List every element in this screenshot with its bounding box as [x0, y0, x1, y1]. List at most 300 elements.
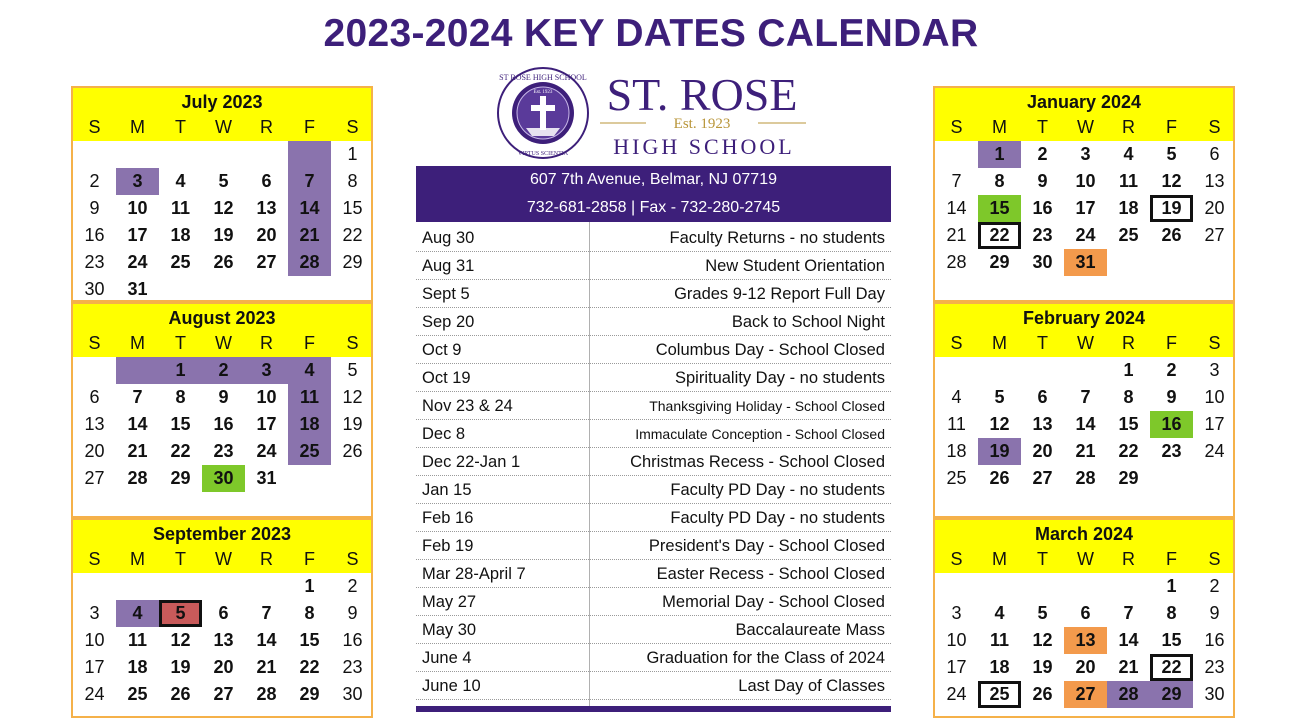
calendar-day: 7	[132, 387, 143, 407]
calendar-day	[159, 141, 202, 168]
calendar-day: 27	[84, 468, 105, 488]
weekday-header: R	[260, 117, 273, 137]
calendar-day: 7	[261, 603, 272, 623]
key-date: Feb 19	[422, 537, 474, 555]
calendar-day: 12	[342, 387, 363, 407]
calendar-day: 13	[1204, 171, 1225, 191]
calendar-day: 6	[261, 171, 272, 191]
key-date: Jan 15	[422, 481, 472, 499]
calendar-day: 10	[1075, 171, 1096, 191]
weekday-header: S	[346, 333, 359, 353]
calendar-day: 22	[1150, 654, 1193, 681]
key-date-row	[416, 476, 891, 504]
calendar-day: 15	[342, 198, 363, 218]
month-title: March 2024	[935, 520, 1233, 546]
weekday-header: W	[1077, 549, 1094, 569]
calendar-day: 26	[989, 468, 1010, 488]
weekday-header: S	[950, 117, 963, 137]
month-day-grid	[935, 141, 1233, 276]
calendar-day	[159, 276, 202, 303]
key-date: Oct 9	[422, 341, 462, 359]
calendar-day: 29	[170, 468, 191, 488]
calendar-day: 3	[951, 603, 962, 623]
calendar-day: 10	[127, 198, 148, 218]
key-date-row	[416, 224, 891, 252]
calendar-day: 19	[213, 225, 234, 245]
page-title: 2023-2024 KEY DATES CALENDAR	[323, 12, 979, 55]
calendar-day	[978, 573, 1021, 600]
calendar-day: 23	[1204, 657, 1225, 677]
calendar-day: 22	[978, 222, 1021, 249]
calendar-day: 29	[1150, 681, 1193, 708]
calendar-day	[288, 141, 331, 168]
calendar-day: 15	[299, 630, 320, 650]
weekday-header: T	[1037, 333, 1048, 353]
key-date: Sep 20	[422, 313, 475, 331]
calendar-day	[73, 573, 116, 600]
calendar-day: 2	[347, 576, 358, 596]
calendar-day: 16	[342, 630, 363, 650]
calendar-day: 8	[994, 171, 1005, 191]
calendar-day: 7	[1123, 603, 1134, 623]
calendar-day: 29	[342, 252, 363, 272]
calendar-day: 17	[946, 657, 967, 677]
weekday-header: R	[260, 549, 273, 569]
key-date-row	[416, 616, 891, 644]
month-title: August 2023	[73, 304, 371, 330]
calendar-day: 14	[1075, 414, 1096, 434]
key-date-event: Grades 9-12 Report Full Day	[674, 285, 885, 303]
key-date-event: Immaculate Conception - School Closed	[635, 426, 885, 442]
calendar-day: 21	[288, 222, 331, 249]
calendar-day	[245, 276, 288, 303]
calendar-day: 24	[1075, 225, 1096, 245]
calendar-day: 11	[1118, 171, 1139, 191]
calendar-day	[288, 465, 331, 492]
key-date-row	[416, 420, 891, 448]
key-date-row	[416, 588, 891, 616]
calendar-day: 1	[347, 144, 358, 164]
calendar-day: 11	[127, 630, 148, 650]
calendar-day: 8	[175, 387, 186, 407]
month-calendar-january-2024	[933, 86, 1235, 302]
calendar-day: 22	[299, 657, 320, 677]
key-date-row	[416, 308, 891, 336]
weekday-header-row	[73, 114, 371, 141]
key-date-row	[416, 672, 891, 700]
calendar-day: 26	[213, 252, 234, 272]
key-date-event: Christmas Recess - School Closed	[630, 453, 885, 471]
key-date-event: Last Day of Classes	[738, 677, 885, 695]
calendar-day: 19	[978, 438, 1021, 465]
calendar-day: 20	[84, 441, 105, 461]
calendar-day: 5	[1037, 603, 1048, 623]
calendar-day: 9	[1209, 603, 1220, 623]
calendar-day: 23	[1032, 225, 1053, 245]
school-name: ST. ROSE	[606, 69, 798, 120]
calendar-day: 21	[1075, 441, 1096, 461]
month-title: February 2024	[935, 304, 1233, 330]
key-date-row	[416, 560, 891, 588]
key-date-row	[416, 644, 891, 672]
month-day-grid	[935, 573, 1233, 708]
weekday-header: S	[1208, 117, 1221, 137]
month-calendar-march-2024	[933, 518, 1235, 718]
month-calendar-august-2023	[71, 302, 373, 518]
weekday-header: F	[1166, 117, 1177, 137]
calendar-day	[116, 141, 159, 168]
key-date: May 27	[422, 593, 477, 611]
calendar-day	[1021, 573, 1064, 600]
calendar-day: 22	[342, 225, 363, 245]
calendar-day	[1064, 357, 1107, 384]
calendar-day: 17	[1204, 414, 1225, 434]
calendar-day: 20	[1032, 441, 1053, 461]
calendar-day: 23	[1161, 441, 1182, 461]
calendar-day: 3	[1209, 360, 1220, 380]
calendar-day: 5	[159, 600, 202, 627]
calendar-day: 18	[1118, 198, 1139, 218]
calendar-day: 5	[1166, 144, 1177, 164]
school-est: Est. 1923	[673, 116, 731, 132]
weekday-header: F	[1166, 549, 1177, 569]
school-logo	[496, 66, 812, 164]
calendar-day: 9	[218, 387, 229, 407]
calendar-day: 14	[256, 630, 277, 650]
key-date: June 10	[422, 677, 481, 695]
key-date-row	[416, 252, 891, 280]
calendar-day: 22	[1118, 441, 1139, 461]
calendar-day: 26	[1161, 225, 1182, 245]
key-date: Dec 8	[422, 425, 466, 443]
calendar-day	[935, 357, 978, 384]
calendar-day: 26	[170, 684, 191, 704]
weekday-header: W	[215, 333, 232, 353]
calendar-day: 4	[951, 387, 962, 407]
weekday-header: F	[304, 333, 315, 353]
calendar-day: 12	[170, 630, 191, 650]
month-day-grid	[73, 573, 371, 708]
calendar-day: 12	[1161, 171, 1182, 191]
calendar-day: 30	[1032, 252, 1053, 272]
weekday-header: T	[175, 117, 186, 137]
calendar-day: 8	[347, 171, 358, 191]
calendar-day: 14	[127, 414, 148, 434]
calendar-day: 27	[1032, 468, 1053, 488]
calendar-day: 21	[946, 225, 967, 245]
calendar-day: 24	[256, 441, 277, 461]
bottom-bar	[416, 706, 891, 712]
calendar-day: 21	[1118, 657, 1139, 677]
calendar-day: 16	[1204, 630, 1225, 650]
calendar-day: 26	[342, 441, 363, 461]
calendar-day: 23	[213, 441, 234, 461]
calendar-day: 19	[1150, 195, 1193, 222]
calendar-day: 27	[1064, 681, 1107, 708]
calendar-day: 9	[1166, 387, 1177, 407]
month-calendar-september-2023	[71, 518, 373, 718]
calendar-day: 12	[213, 198, 234, 218]
key-date: June 4	[422, 649, 472, 667]
key-date: Oct 19	[422, 369, 471, 387]
calendar-day: 25	[946, 468, 967, 488]
weekday-header: W	[1077, 333, 1094, 353]
calendar-day	[116, 357, 159, 384]
key-date-event: Easter Recess - School Closed	[656, 565, 885, 583]
calendar-day: 9	[347, 603, 358, 623]
weekday-header: F	[1166, 333, 1177, 353]
month-title: July 2023	[73, 88, 371, 114]
calendar-day: 27	[1204, 225, 1225, 245]
calendar-day: 13	[213, 630, 234, 650]
calendar-day: 5	[218, 171, 229, 191]
key-date-event: Back to School Night	[731, 313, 885, 331]
weekday-header: T	[1037, 549, 1048, 569]
calendar-day: 4	[175, 171, 186, 191]
calendar-day: 11	[288, 384, 331, 411]
weekday-header: F	[304, 117, 315, 137]
weekday-header-row	[935, 330, 1233, 357]
calendar-day: 24	[127, 252, 148, 272]
calendar-day: 13	[1032, 414, 1053, 434]
calendar-day: 21	[127, 441, 148, 461]
weekday-header: R	[260, 333, 273, 353]
weekday-header: M	[130, 117, 145, 137]
key-date-event: Spirituality Day - no students	[674, 369, 885, 387]
calendar-day: 6	[1037, 387, 1048, 407]
calendar-day: 3	[116, 168, 159, 195]
key-date-row	[416, 280, 891, 308]
calendar-day: 28	[127, 468, 148, 488]
weekday-header: W	[215, 549, 232, 569]
calendar-day: 11	[170, 198, 191, 218]
calendar-day: 1	[1166, 576, 1177, 596]
calendar-day: 29	[1118, 468, 1139, 488]
calendar-day: 7	[951, 171, 962, 191]
calendar-day: 30	[1204, 684, 1225, 704]
key-date: Feb 16	[422, 509, 474, 527]
calendar-day	[1193, 465, 1236, 492]
calendar-day: 29	[989, 252, 1010, 272]
weekday-header: S	[950, 333, 963, 353]
calendar-day: 25	[978, 681, 1021, 708]
weekday-header: S	[1208, 549, 1221, 569]
calendar-day	[288, 276, 331, 303]
month-day-grid	[73, 141, 371, 303]
calendar-day: 2	[202, 357, 245, 384]
calendar-day: 25	[1118, 225, 1139, 245]
weekday-header: M	[130, 333, 145, 353]
calendar-day: 2	[1037, 144, 1048, 164]
calendar-day: 21	[256, 657, 277, 677]
calendar-day: 13	[1064, 627, 1107, 654]
weekday-header: T	[175, 549, 186, 569]
key-date-event: Faculty PD Day - no students	[670, 509, 885, 527]
weekday-header: S	[950, 549, 963, 569]
calendar-day: 17	[1075, 198, 1096, 218]
calendar-day: 3	[1080, 144, 1091, 164]
calendar-day: 7	[1080, 387, 1091, 407]
weekday-header: S	[88, 117, 101, 137]
weekday-header: S	[88, 333, 101, 353]
calendar-day	[245, 573, 288, 600]
calendar-day	[1107, 573, 1150, 600]
calendar-day: 16	[1032, 198, 1053, 218]
calendar-day: 19	[1032, 657, 1053, 677]
key-date: Aug 31	[422, 257, 475, 275]
calendar-day: 15	[170, 414, 191, 434]
month-title: September 2023	[73, 520, 371, 546]
month-day-grid	[73, 357, 371, 492]
calendar-day: 1	[304, 576, 315, 596]
calendar-day: 6	[1209, 144, 1220, 164]
calendar-day	[1193, 249, 1236, 276]
calendar-day: 25	[127, 684, 148, 704]
calendar-day: 2	[1209, 576, 1220, 596]
calendar-day: 30	[342, 684, 363, 704]
calendar-day: 20	[213, 657, 234, 677]
calendar-day: 31	[127, 279, 148, 299]
calendar-day: 8	[1166, 603, 1177, 623]
calendar-day: 5	[994, 387, 1005, 407]
key-date-event: Memorial Day - School Closed	[662, 593, 885, 611]
calendar-day: 24	[1204, 441, 1225, 461]
calendar-day: 20	[1075, 657, 1096, 677]
key-dates-list	[416, 224, 891, 700]
calendar-day: 3	[89, 603, 100, 623]
calendar-day	[73, 357, 116, 384]
calendar-day: 11	[989, 630, 1010, 650]
key-date: Mar 28-April 7	[422, 565, 526, 583]
calendar-day: 12	[989, 414, 1010, 434]
weekday-header: M	[130, 549, 145, 569]
key-date-event: Faculty Returns - no students	[669, 229, 885, 247]
calendar-day: 6	[218, 603, 229, 623]
calendar-day: 3	[245, 357, 288, 384]
calendar-day: 28	[288, 249, 331, 276]
school-seal-icon	[496, 66, 812, 164]
calendar-day	[331, 276, 374, 303]
calendar-day: 16	[213, 414, 234, 434]
calendar-day: 5	[347, 360, 358, 380]
calendar-day: 9	[89, 198, 100, 218]
calendar-day: 28	[946, 252, 967, 272]
calendar-day: 7	[288, 168, 331, 195]
month-title: January 2024	[935, 88, 1233, 114]
calendar-day	[1150, 249, 1193, 276]
calendar-day: 30	[202, 465, 245, 492]
weekday-header: W	[215, 117, 232, 137]
calendar-day: 4	[1123, 144, 1134, 164]
calendar-day: 24	[946, 684, 967, 704]
key-date-event: President's Day - School Closed	[648, 537, 885, 555]
calendar-day: 25	[170, 252, 191, 272]
weekday-header: S	[88, 549, 101, 569]
calendar-day: 6	[1080, 603, 1091, 623]
key-date: Aug 30	[422, 229, 475, 247]
calendar-day	[1107, 249, 1150, 276]
calendar-day: 28	[1075, 468, 1096, 488]
key-date: Nov 23 & 24	[422, 397, 513, 415]
calendar-day: 10	[256, 387, 277, 407]
calendar-day	[202, 276, 245, 303]
svg-text:ST ROSE HIGH SCHOOL: ST ROSE HIGH SCHOOL	[499, 73, 587, 82]
month-calendar-july-2023	[71, 86, 373, 302]
calendar-day: 23	[342, 657, 363, 677]
key-date-event: Thanksgiving Holiday - School Closed	[649, 398, 885, 414]
weekday-header: M	[992, 333, 1007, 353]
calendar-day	[1064, 573, 1107, 600]
calendar-day: 28	[256, 684, 277, 704]
calendar-day	[116, 573, 159, 600]
calendar-day: 6	[89, 387, 100, 407]
school-phone-fax: 732-681-2858 | Fax - 732-280-2745	[526, 199, 781, 216]
calendar-day: 27	[256, 252, 277, 272]
calendar-day: 18	[989, 657, 1010, 677]
key-date: Dec 22-Jan 1	[422, 453, 521, 471]
key-date-row	[416, 448, 891, 476]
weekday-header: T	[175, 333, 186, 353]
key-date-row	[416, 504, 891, 532]
calendar-day	[935, 573, 978, 600]
calendar-day: 10	[84, 630, 105, 650]
weekday-header: S	[346, 549, 359, 569]
calendar-day: 4	[116, 600, 159, 627]
calendar-day: 1	[978, 141, 1021, 168]
weekday-header-row	[73, 546, 371, 573]
calendar-day	[202, 573, 245, 600]
weekday-header: F	[304, 549, 315, 569]
key-date-event: Graduation for the Class of 2024	[646, 649, 885, 667]
calendar-day	[935, 141, 978, 168]
key-date-row	[416, 392, 891, 420]
calendar-day: 29	[299, 684, 320, 704]
weekday-header: S	[346, 117, 359, 137]
weekday-header: S	[1208, 333, 1221, 353]
calendar-day: 8	[304, 603, 315, 623]
calendar-day: 15	[1161, 630, 1182, 650]
calendar-day: 1	[1123, 360, 1134, 380]
calendar-day: 19	[342, 414, 363, 434]
calendar-day	[1021, 357, 1064, 384]
calendar-day: 31	[1064, 249, 1107, 276]
calendar-day: 27	[213, 684, 234, 704]
svg-text:Est. 1923: Est. 1923	[533, 90, 553, 95]
weekday-header-row	[935, 546, 1233, 573]
calendar-day: 18	[946, 441, 967, 461]
calendar-day: 24	[84, 684, 105, 704]
key-date-event: New Student Orientation	[705, 257, 885, 275]
weekday-header-row	[73, 330, 371, 357]
calendar-day: 25	[288, 438, 331, 465]
weekday-header: M	[992, 117, 1007, 137]
calendar-day: 4	[288, 357, 331, 384]
calendar-day: 19	[170, 657, 191, 677]
calendar-day: 20	[1204, 198, 1225, 218]
calendar-day	[978, 357, 1021, 384]
calendar-day: 18	[288, 411, 331, 438]
calendar-day: 31	[256, 468, 277, 488]
key-date: May 30	[422, 621, 477, 639]
calendar-day: 30	[84, 279, 105, 299]
calendar-day: 1	[159, 357, 202, 384]
weekday-header: R	[1122, 333, 1135, 353]
calendar-day: 17	[256, 414, 277, 434]
school-subname: HIGH SCHOOL	[613, 134, 795, 159]
calendar-day: 9	[1037, 171, 1048, 191]
calendar-day: 14	[288, 195, 331, 222]
calendar-day: 8	[1123, 387, 1134, 407]
